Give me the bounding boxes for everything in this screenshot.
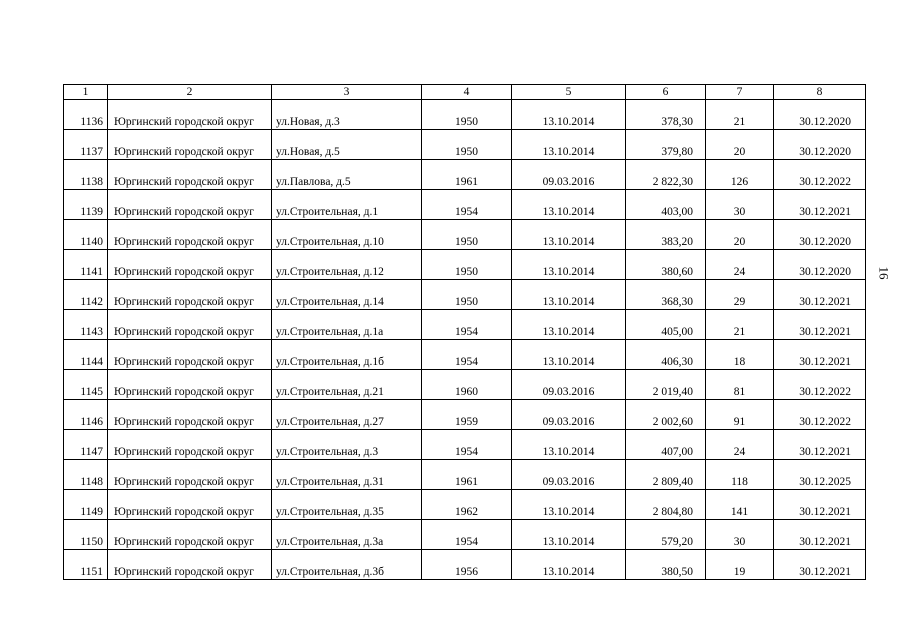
table-row — [64, 310, 866, 340]
table-row — [64, 460, 866, 490]
table-row — [64, 100, 866, 130]
date-cell: 13.10.2014 — [512, 100, 626, 130]
header-cell: 1 — [64, 85, 108, 100]
end-date-cell: 30.12.2022 — [774, 400, 866, 430]
header-cell: 6 — [626, 85, 706, 100]
district-cell: Юргинский городской округ — [108, 160, 272, 190]
table-row — [64, 370, 866, 400]
address-cell: ул.Строительная, д.1б — [272, 340, 422, 370]
area-cell: 368,30 — [626, 280, 706, 310]
row-number-cell: 1142 — [64, 280, 108, 310]
row-number-cell: 1143 — [64, 310, 108, 340]
district-cell: Юргинский городской округ — [108, 490, 272, 520]
count-cell: 24 — [706, 430, 774, 460]
address-cell: ул.Строительная, д.21 — [272, 370, 422, 400]
address-cell: ул.Новая, д.5 — [272, 130, 422, 160]
table-row — [64, 220, 866, 250]
count-cell: 29 — [706, 280, 774, 310]
row-number-cell: 1147 — [64, 430, 108, 460]
row-number-cell: 1141 — [64, 250, 108, 280]
district-cell: Юргинский городской округ — [108, 190, 272, 220]
year-cell: 1954 — [422, 190, 512, 220]
district-cell: Юргинский городской округ — [108, 220, 272, 250]
area-cell: 2 822,30 — [626, 160, 706, 190]
year-cell: 1956 — [422, 550, 512, 580]
area-cell: 380,50 — [626, 550, 706, 580]
address-cell: ул.Строительная, д.27 — [272, 400, 422, 430]
date-cell: 13.10.2014 — [512, 520, 626, 550]
date-cell: 09.03.2016 — [512, 370, 626, 400]
count-cell: 30 — [706, 190, 774, 220]
count-cell: 18 — [706, 340, 774, 370]
area-cell: 2 019,40 — [626, 370, 706, 400]
date-cell: 09.03.2016 — [512, 160, 626, 190]
table-body — [64, 100, 866, 580]
table-row — [64, 430, 866, 460]
area-cell: 383,20 — [626, 220, 706, 250]
count-cell: 81 — [706, 370, 774, 400]
count-cell: 30 — [706, 520, 774, 550]
row-number-cell: 1146 — [64, 400, 108, 430]
address-cell: ул.Строительная, д.3 — [272, 430, 422, 460]
address-cell: ул.Строительная, д.35 — [272, 490, 422, 520]
count-cell: 118 — [706, 460, 774, 490]
date-cell: 13.10.2014 — [512, 280, 626, 310]
date-cell: 13.10.2014 — [512, 190, 626, 220]
area-cell: 403,00 — [626, 190, 706, 220]
table-row — [64, 520, 866, 550]
date-cell: 13.10.2014 — [512, 130, 626, 160]
data-table — [63, 84, 866, 580]
year-cell: 1950 — [422, 100, 512, 130]
end-date-cell: 30.12.2020 — [774, 250, 866, 280]
district-cell: Юргинский городской округ — [108, 100, 272, 130]
end-date-cell: 30.12.2021 — [774, 490, 866, 520]
end-date-cell: 30.12.2021 — [774, 520, 866, 550]
table-row — [64, 550, 866, 580]
end-date-cell: 30.12.2020 — [774, 100, 866, 130]
area-cell: 2 809,40 — [626, 460, 706, 490]
row-number-cell: 1139 — [64, 190, 108, 220]
end-date-cell: 30.12.2022 — [774, 160, 866, 190]
address-cell: ул.Строительная, д.14 — [272, 280, 422, 310]
row-number-cell: 1138 — [64, 160, 108, 190]
area-cell: 405,00 — [626, 310, 706, 340]
end-date-cell: 30.12.2020 — [774, 220, 866, 250]
area-cell: 2 804,80 — [626, 490, 706, 520]
end-date-cell: 30.12.2021 — [774, 190, 866, 220]
year-cell: 1961 — [422, 160, 512, 190]
end-date-cell: 30.12.2025 — [774, 460, 866, 490]
district-cell: Юргинский городской округ — [108, 430, 272, 460]
district-cell: Юргинский городской округ — [108, 520, 272, 550]
address-cell: ул.Павлова, д.5 — [272, 160, 422, 190]
end-date-cell: 30.12.2021 — [774, 310, 866, 340]
area-cell: 406,30 — [626, 340, 706, 370]
header-cell: 3 — [272, 85, 422, 100]
header-cell: 8 — [774, 85, 866, 100]
district-cell: Юргинский городской округ — [108, 370, 272, 400]
address-cell: ул.Новая, д.3 — [272, 100, 422, 130]
area-cell: 579,20 — [626, 520, 706, 550]
district-cell: Юргинский городской округ — [108, 400, 272, 430]
table-row — [64, 490, 866, 520]
count-cell: 20 — [706, 220, 774, 250]
end-date-cell: 30.12.2021 — [774, 550, 866, 580]
address-cell: ул.Строительная, д.12 — [272, 250, 422, 280]
date-cell: 09.03.2016 — [512, 400, 626, 430]
date-cell: 13.10.2014 — [512, 340, 626, 370]
year-cell: 1962 — [422, 490, 512, 520]
address-cell: ул.Строительная, д.1 — [272, 190, 422, 220]
end-date-cell: 30.12.2021 — [774, 280, 866, 310]
year-cell: 1950 — [422, 280, 512, 310]
year-cell: 1954 — [422, 520, 512, 550]
table-row — [64, 250, 866, 280]
district-cell: Юргинский городской округ — [108, 460, 272, 490]
address-cell: ул.Строительная, д.31 — [272, 460, 422, 490]
date-cell: 13.10.2014 — [512, 220, 626, 250]
row-number-cell: 1136 — [64, 100, 108, 130]
row-number-cell: 1149 — [64, 490, 108, 520]
date-cell: 13.10.2014 — [512, 490, 626, 520]
table-row — [64, 400, 866, 430]
count-cell: 19 — [706, 550, 774, 580]
table-row — [64, 190, 866, 220]
district-cell: Юргинский городской округ — [108, 250, 272, 280]
end-date-cell: 30.12.2022 — [774, 370, 866, 400]
year-cell: 1950 — [422, 220, 512, 250]
year-cell: 1950 — [422, 250, 512, 280]
date-cell: 13.10.2014 — [512, 430, 626, 460]
address-cell: ул.Строительная, д.3б — [272, 550, 422, 580]
row-number-cell: 1148 — [64, 460, 108, 490]
table-row — [64, 130, 866, 160]
header-cell: 2 — [108, 85, 272, 100]
page-number: 16 — [876, 266, 892, 280]
year-cell: 1954 — [422, 430, 512, 460]
date-cell: 13.10.2014 — [512, 550, 626, 580]
header-row — [64, 85, 866, 100]
row-number-cell: 1144 — [64, 340, 108, 370]
count-cell: 24 — [706, 250, 774, 280]
count-cell: 20 — [706, 130, 774, 160]
table-row — [64, 160, 866, 190]
end-date-cell: 30.12.2021 — [774, 340, 866, 370]
end-date-cell: 30.12.2020 — [774, 130, 866, 160]
year-cell: 1954 — [422, 310, 512, 340]
header-cell: 5 — [512, 85, 626, 100]
header-cell: 7 — [706, 85, 774, 100]
count-cell: 21 — [706, 100, 774, 130]
table-row — [64, 340, 866, 370]
year-cell: 1954 — [422, 340, 512, 370]
district-cell: Юргинский городской округ — [108, 280, 272, 310]
header-cell: 4 — [422, 85, 512, 100]
row-number-cell: 1150 — [64, 520, 108, 550]
row-number-cell: 1145 — [64, 370, 108, 400]
date-cell: 13.10.2014 — [512, 310, 626, 340]
end-date-cell: 30.12.2021 — [774, 430, 866, 460]
area-cell: 2 002,60 — [626, 400, 706, 430]
area-cell: 407,00 — [626, 430, 706, 460]
address-cell: ул.Строительная, д.3а — [272, 520, 422, 550]
date-cell: 09.03.2016 — [512, 460, 626, 490]
date-cell: 13.10.2014 — [512, 250, 626, 280]
address-cell: ул.Строительная, д.10 — [272, 220, 422, 250]
district-cell: Юргинский городской округ — [108, 130, 272, 160]
table-header — [64, 85, 866, 100]
district-cell: Юргинский городской округ — [108, 340, 272, 370]
count-cell: 141 — [706, 490, 774, 520]
address-cell: ул.Строительная, д.1а — [272, 310, 422, 340]
year-cell: 1960 — [422, 370, 512, 400]
year-cell: 1950 — [422, 130, 512, 160]
row-number-cell: 1140 — [64, 220, 108, 250]
table-row — [64, 280, 866, 310]
year-cell: 1961 — [422, 460, 512, 490]
area-cell: 379,80 — [626, 130, 706, 160]
row-number-cell: 1137 — [64, 130, 108, 160]
year-cell: 1959 — [422, 400, 512, 430]
area-cell: 380,60 — [626, 250, 706, 280]
district-cell: Юргинский городской округ — [108, 550, 272, 580]
count-cell: 21 — [706, 310, 774, 340]
area-cell: 378,30 — [626, 100, 706, 130]
count-cell: 126 — [706, 160, 774, 190]
count-cell: 91 — [706, 400, 774, 430]
district-cell: Юргинский городской округ — [108, 310, 272, 340]
row-number-cell: 1151 — [64, 550, 108, 580]
